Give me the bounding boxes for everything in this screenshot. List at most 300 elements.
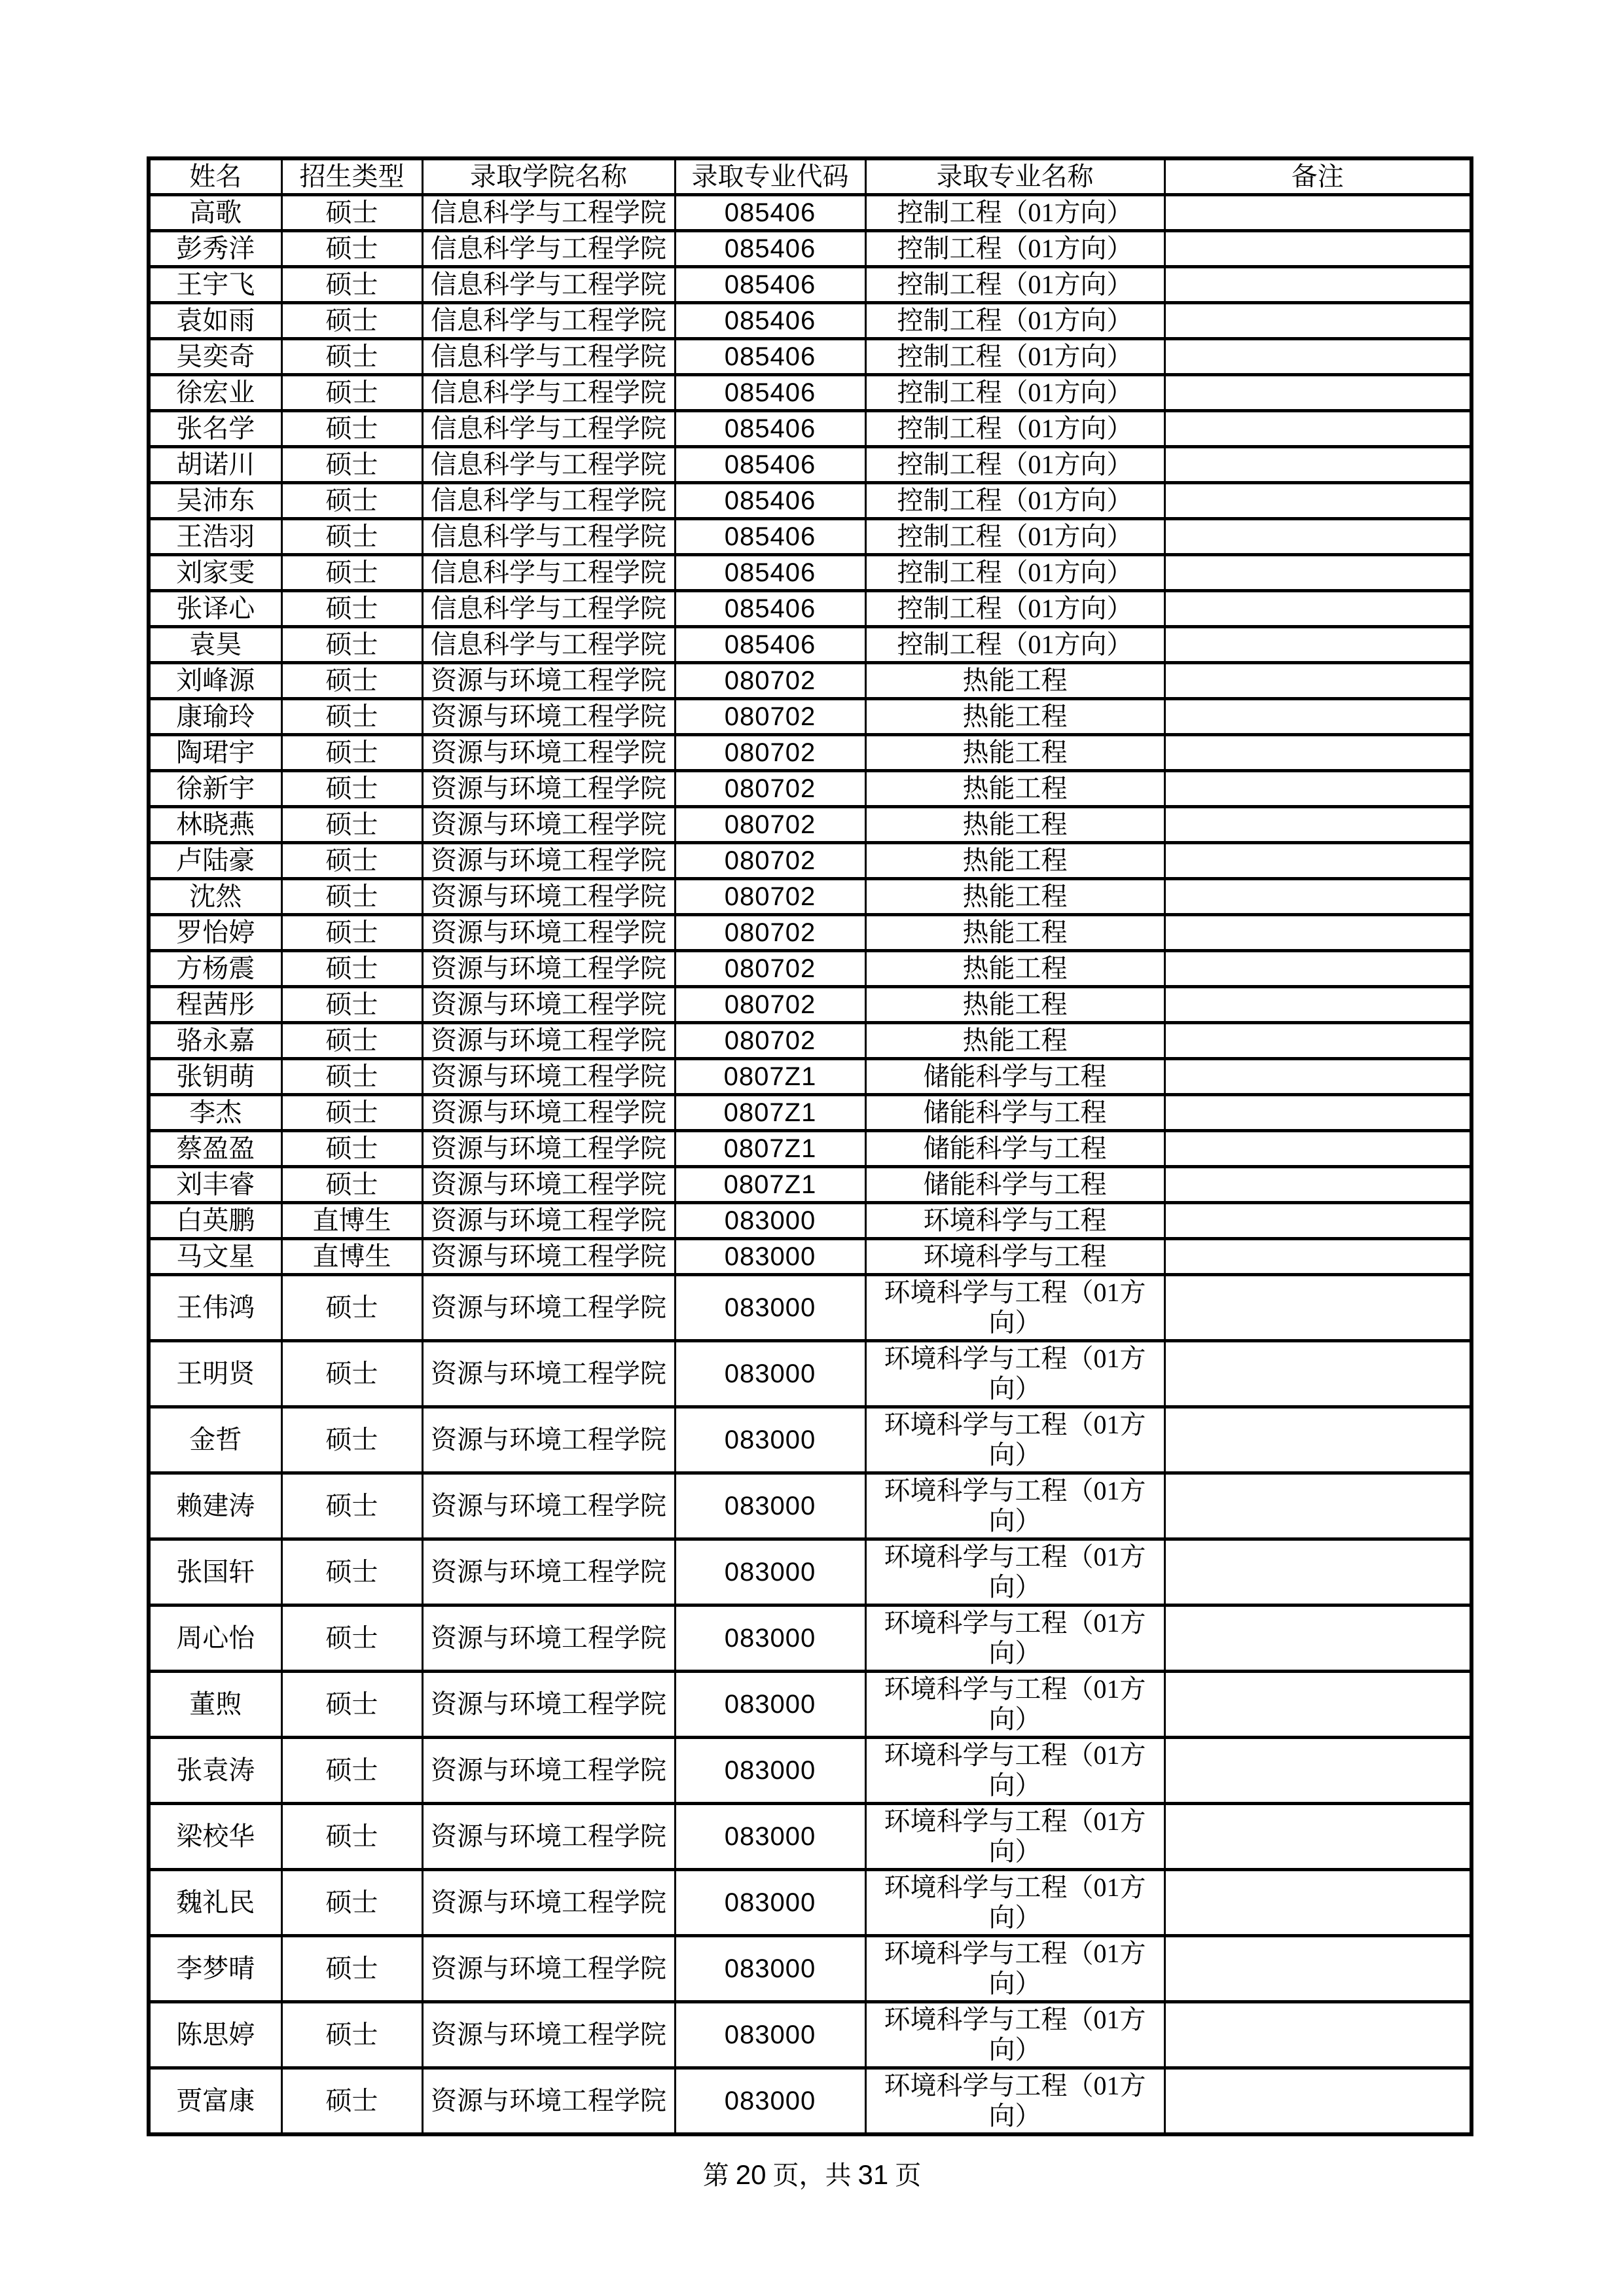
major-name-text: 热能工程: [962, 774, 1068, 803]
cell-student-name: 吴奕奇: [149, 339, 281, 375]
cell-admission-type: 硕士: [281, 1167, 422, 1203]
cell-admission-type: 硕士: [281, 1936, 422, 2002]
cell-remark: [1164, 2068, 1471, 2135]
major-name-text: 热能工程: [962, 882, 1068, 911]
cell-admission-type: 硕士: [281, 1605, 422, 1672]
cell-college-name: 信息科学与工程学院: [422, 483, 675, 519]
cell-major-name: [865, 267, 1164, 303]
cell-major-name: [865, 1167, 1164, 1203]
cell-major-name: [865, 735, 1164, 771]
cell-remark: [1164, 843, 1471, 879]
cell-admission-type: 硕士: [281, 447, 422, 483]
cell-college-name: 资源与环境工程学院: [422, 1804, 675, 1870]
cell-remark: [1164, 1539, 1471, 1605]
cell-major-code: 083000: [675, 2068, 865, 2135]
major-name-text: 环境科学与工程（01方向）: [884, 1344, 1146, 1403]
table-row: [149, 411, 1471, 447]
cell-admission-type: 硕士: [281, 987, 422, 1023]
cell-student-name: 马文星: [149, 1239, 281, 1275]
cell-major-name: [865, 447, 1164, 483]
cell-major-name: [865, 1407, 1164, 1473]
cell-student-name: 张名学: [149, 411, 281, 447]
table-row: [149, 2002, 1471, 2068]
table-row: [149, 843, 1471, 879]
major-name-text: 储能科学与工程: [923, 1170, 1107, 1199]
cell-major-code: 083000: [675, 1407, 865, 1473]
cell-remark: [1164, 1167, 1471, 1203]
table-row: [149, 447, 1471, 483]
cell-remark: [1164, 987, 1471, 1023]
cell-student-name: 李杰: [149, 1095, 281, 1131]
header-major: 录取专业名称: [865, 158, 1164, 195]
cell-admission-type: 硕士: [281, 555, 422, 591]
cell-remark: [1164, 1275, 1471, 1341]
cell-student-name: 张译心: [149, 591, 281, 627]
cell-student-name: 陶珺宇: [149, 735, 281, 771]
cell-major-name: [865, 519, 1164, 555]
cell-major-name: [865, 231, 1164, 267]
table-row: [149, 1936, 1471, 2002]
table-row: [149, 699, 1471, 735]
cell-major-code: 0807Z1: [675, 1059, 865, 1095]
cell-admission-type: 硕士: [281, 663, 422, 699]
cell-remark: [1164, 303, 1471, 339]
cell-major-name: [865, 699, 1164, 735]
cell-major-code: 080702: [675, 699, 865, 735]
cell-admission-type: 硕士: [281, 375, 422, 411]
cell-remark: [1164, 1473, 1471, 1539]
cell-major-name: [865, 1804, 1164, 1870]
cell-student-name: 沈然: [149, 879, 281, 915]
cell-student-name: 刘丰睿: [149, 1167, 281, 1203]
cell-student-name: 程茜彤: [149, 987, 281, 1023]
cell-major-name: [865, 1605, 1164, 1672]
cell-major-code: 085406: [675, 447, 865, 483]
cell-student-name: 徐宏业: [149, 375, 281, 411]
table-row: [149, 1131, 1471, 1167]
major-name-text: 热能工程: [962, 990, 1068, 1019]
major-name-text: 热能工程: [962, 918, 1068, 947]
cell-major-code: 083000: [675, 1672, 865, 1738]
major-name-text: 控制工程（01方向）: [897, 306, 1133, 335]
cell-college-name: 资源与环境工程学院: [422, 1275, 675, 1341]
cell-major-name: [865, 1059, 1164, 1095]
cell-college-name: 信息科学与工程学院: [422, 303, 675, 339]
major-name-text: 控制工程（01方向）: [897, 270, 1133, 299]
major-name-text: 控制工程（01方向）: [897, 594, 1133, 623]
cell-student-name: 林晓燕: [149, 807, 281, 843]
cell-major-name: [865, 1539, 1164, 1605]
cell-major-code: 083000: [675, 2002, 865, 2068]
cell-major-code: 085406: [675, 555, 865, 591]
major-name-text: 热能工程: [962, 954, 1068, 983]
table-row: [149, 1167, 1471, 1203]
cell-college-name: 资源与环境工程学院: [422, 1131, 675, 1167]
cell-remark: [1164, 735, 1471, 771]
major-name-text: 控制工程（01方向）: [897, 234, 1133, 263]
cell-admission-type: 硕士: [281, 483, 422, 519]
cell-college-name: 资源与环境工程学院: [422, 1539, 675, 1605]
cell-student-name: 王浩羽: [149, 519, 281, 555]
table-row: [149, 735, 1471, 771]
table-row: [149, 807, 1471, 843]
cell-major-name: [865, 483, 1164, 519]
cell-major-name: [865, 591, 1164, 627]
major-name-text: 环境科学与工程（01方向）: [884, 1542, 1146, 1602]
cell-college-name: 资源与环境工程学院: [422, 1605, 675, 1672]
cell-college-name: 资源与环境工程学院: [422, 843, 675, 879]
cell-admission-type: 直博生: [281, 1239, 422, 1275]
cell-remark: [1164, 1341, 1471, 1407]
cell-remark: [1164, 807, 1471, 843]
cell-student-name: 徐新宇: [149, 771, 281, 807]
footer-total-pages: 31: [857, 2159, 889, 2190]
cell-major-name: [865, 1936, 1164, 2002]
footer-text-prefix: 第: [702, 2161, 736, 2190]
cell-remark: [1164, 1131, 1471, 1167]
cell-major-code: 080702: [675, 807, 865, 843]
major-name-text: 储能科学与工程: [923, 1062, 1107, 1091]
cell-remark: [1164, 1870, 1471, 1936]
cell-remark: [1164, 267, 1471, 303]
cell-major-code: 083000: [675, 1870, 865, 1936]
table-row: [149, 663, 1471, 699]
cell-major-code: 080702: [675, 663, 865, 699]
table-row: [149, 1870, 1471, 1936]
cell-remark: [1164, 1936, 1471, 2002]
cell-admission-type: 硕士: [281, 951, 422, 987]
cell-college-name: 信息科学与工程学院: [422, 267, 675, 303]
header-type: 招生类型: [281, 158, 422, 195]
major-name-text: 环境科学与工程（01方向）: [884, 2005, 1146, 2064]
table-row: [149, 1738, 1471, 1804]
table-row: [149, 555, 1471, 591]
cell-college-name: 信息科学与工程学院: [422, 411, 675, 447]
cell-student-name: 刘峰源: [149, 663, 281, 699]
cell-admission-type: 硕士: [281, 303, 422, 339]
cell-admission-type: 硕士: [281, 1738, 422, 1804]
cell-major-name: [865, 339, 1164, 375]
cell-admission-type: 硕士: [281, 879, 422, 915]
major-name-text: 环境科学与工程（01方向）: [884, 1410, 1146, 1469]
header-remark: 备注: [1164, 158, 1471, 195]
cell-student-name: 魏礼民: [149, 1870, 281, 1936]
cell-college-name: 资源与环境工程学院: [422, 807, 675, 843]
cell-student-name: 刘家雯: [149, 555, 281, 591]
cell-major-code: 083000: [675, 1605, 865, 1672]
cell-major-code: 083000: [675, 1804, 865, 1870]
cell-college-name: 资源与环境工程学院: [422, 2002, 675, 2068]
cell-student-name: 袁昊: [149, 627, 281, 663]
major-name-text: 热能工程: [962, 846, 1068, 875]
cell-admission-type: 硕士: [281, 2002, 422, 2068]
cell-major-name: [865, 987, 1164, 1023]
cell-major-name: [865, 375, 1164, 411]
cell-major-code: 083000: [675, 1936, 865, 2002]
cell-remark: [1164, 1023, 1471, 1059]
cell-major-code: 080702: [675, 951, 865, 987]
major-name-text: 控制工程（01方向）: [897, 522, 1133, 551]
cell-college-name: 资源与环境工程学院: [422, 987, 675, 1023]
cell-remark: [1164, 2002, 1471, 2068]
major-name-text: 储能科学与工程: [923, 1134, 1107, 1163]
cell-college-name: 资源与环境工程学院: [422, 1672, 675, 1738]
cell-major-name: [865, 411, 1164, 447]
cell-student-name: 董煦: [149, 1672, 281, 1738]
cell-student-name: 李梦晴: [149, 1936, 281, 2002]
cell-remark: [1164, 879, 1471, 915]
cell-major-name: [865, 951, 1164, 987]
table-header: [149, 158, 1471, 195]
cell-major-name: [865, 843, 1164, 879]
major-name-text: 环境科学与工程（01方向）: [884, 1939, 1146, 1998]
cell-remark: [1164, 411, 1471, 447]
cell-admission-type: 硕士: [281, 1095, 422, 1131]
table-row: [149, 1672, 1471, 1738]
table-row: [149, 915, 1471, 951]
cell-major-code: 085406: [675, 303, 865, 339]
cell-major-name: [865, 1131, 1164, 1167]
cell-college-name: 资源与环境工程学院: [422, 1870, 675, 1936]
footer-page-number: 20: [735, 2159, 767, 2190]
cell-admission-type: 硕士: [281, 915, 422, 951]
header-college: 录取学院名称: [422, 158, 675, 195]
cell-major-code: 080702: [675, 735, 865, 771]
major-name-text: 环境科学与工程: [923, 1206, 1107, 1235]
table-row: [149, 1023, 1471, 1059]
cell-admission-type: 硕士: [281, 1539, 422, 1605]
cell-major-code: 085406: [675, 627, 865, 663]
cell-admission-type: 硕士: [281, 339, 422, 375]
cell-remark: [1164, 1239, 1471, 1275]
cell-admission-type: 硕士: [281, 1473, 422, 1539]
cell-student-name: 白英鹏: [149, 1203, 281, 1239]
cell-student-name: 胡诺川: [149, 447, 281, 483]
cell-admission-type: 硕士: [281, 627, 422, 663]
cell-remark: [1164, 915, 1471, 951]
cell-remark: [1164, 447, 1471, 483]
cell-college-name: 资源与环境工程学院: [422, 1239, 675, 1275]
cell-major-name: [865, 1738, 1164, 1804]
table-row: [149, 627, 1471, 663]
cell-college-name: 信息科学与工程学院: [422, 591, 675, 627]
cell-admission-type: 硕士: [281, 231, 422, 267]
header-name: 姓名: [149, 158, 281, 195]
cell-student-name: 张钥萌: [149, 1059, 281, 1095]
cell-student-name: 方杨震: [149, 951, 281, 987]
cell-admission-type: 硕士: [281, 771, 422, 807]
cell-admission-type: 硕士: [281, 1341, 422, 1407]
cell-remark: [1164, 231, 1471, 267]
cell-college-name: 资源与环境工程学院: [422, 1738, 675, 1804]
cell-major-name: [865, 915, 1164, 951]
cell-admission-type: 直博生: [281, 1203, 422, 1239]
cell-remark: [1164, 1605, 1471, 1672]
cell-college-name: 信息科学与工程学院: [422, 375, 675, 411]
cell-admission-type: 硕士: [281, 807, 422, 843]
table-row: [149, 1203, 1471, 1239]
cell-remark: [1164, 555, 1471, 591]
cell-major-code: 083000: [675, 1341, 865, 1407]
cell-major-code: 085406: [675, 267, 865, 303]
cell-remark: [1164, 1738, 1471, 1804]
page-footer: [0, 2155, 1624, 2192]
cell-major-code: 083000: [675, 1473, 865, 1539]
major-name-text: 环境科学与工程（01方向）: [884, 1740, 1146, 1800]
table-row: [149, 519, 1471, 555]
table-row: [149, 267, 1471, 303]
cell-major-code: 083000: [675, 1738, 865, 1804]
cell-admission-type: 硕士: [281, 519, 422, 555]
table-row: [149, 1059, 1471, 1095]
footer-text-suffix: 页: [888, 2161, 922, 2190]
cell-remark: [1164, 1203, 1471, 1239]
cell-major-code: 080702: [675, 879, 865, 915]
table-row: [149, 879, 1471, 915]
cell-admission-type: 硕士: [281, 1023, 422, 1059]
cell-college-name: 资源与环境工程学院: [422, 951, 675, 987]
major-name-text: 环境科学与工程（01方向）: [884, 1476, 1146, 1535]
major-name-text: 热能工程: [962, 666, 1068, 695]
cell-college-name: 信息科学与工程学院: [422, 627, 675, 663]
cell-student-name: 张国轩: [149, 1539, 281, 1605]
major-name-text: 环境科学与工程（01方向）: [884, 1608, 1146, 1668]
cell-student-name: 王宇飞: [149, 267, 281, 303]
cell-remark: [1164, 339, 1471, 375]
cell-admission-type: 硕士: [281, 1870, 422, 1936]
cell-student-name: 王明贤: [149, 1341, 281, 1407]
cell-admission-type: 硕士: [281, 843, 422, 879]
cell-student-name: 蔡盈盈: [149, 1131, 281, 1167]
major-name-text: 热能工程: [962, 738, 1068, 767]
footer-text-middle: 页，共: [766, 2161, 858, 2190]
cell-major-code: 085406: [675, 483, 865, 519]
major-name-text: 控制工程（01方向）: [897, 342, 1133, 371]
cell-college-name: 信息科学与工程学院: [422, 339, 675, 375]
cell-major-name: [865, 2068, 1164, 2135]
cell-student-name: 骆永嘉: [149, 1023, 281, 1059]
table-row: [149, 231, 1471, 267]
cell-admission-type: 硕士: [281, 735, 422, 771]
table-row: [149, 771, 1471, 807]
cell-remark: [1164, 699, 1471, 735]
cell-student-name: 金哲: [149, 1407, 281, 1473]
cell-student-name: 陈思婷: [149, 2002, 281, 2068]
cell-admission-type: 硕士: [281, 267, 422, 303]
cell-college-name: 资源与环境工程学院: [422, 771, 675, 807]
cell-student-name: 罗怡婷: [149, 915, 281, 951]
table-row: [149, 1473, 1471, 1539]
cell-major-name: [865, 1275, 1164, 1341]
admission-table-container: [147, 156, 1470, 2136]
cell-college-name: 资源与环境工程学院: [422, 1473, 675, 1539]
table-row: [149, 1804, 1471, 1870]
major-name-text: 热能工程: [962, 1026, 1068, 1055]
cell-admission-type: 硕士: [281, 1275, 422, 1341]
cell-student-name: 彭秀洋: [149, 231, 281, 267]
cell-remark: [1164, 663, 1471, 699]
table-row: [149, 339, 1471, 375]
cell-college-name: 资源与环境工程学院: [422, 1059, 675, 1095]
cell-major-code: 080702: [675, 771, 865, 807]
cell-college-name: 资源与环境工程学院: [422, 2068, 675, 2135]
cell-admission-type: 硕士: [281, 195, 422, 231]
major-name-text: 控制工程（01方向）: [897, 630, 1133, 659]
cell-major-code: 0807Z1: [675, 1095, 865, 1131]
cell-college-name: 资源与环境工程学院: [422, 879, 675, 915]
cell-remark: [1164, 951, 1471, 987]
major-name-text: 控制工程（01方向）: [897, 486, 1133, 515]
table-row: [149, 1095, 1471, 1131]
cell-admission-type: 硕士: [281, 411, 422, 447]
cell-remark: [1164, 1059, 1471, 1095]
cell-college-name: 信息科学与工程学院: [422, 231, 675, 267]
table-row: [149, 1275, 1471, 1341]
cell-major-code: 0807Z1: [675, 1167, 865, 1203]
major-name-text: 环境科学与工程（01方向）: [884, 2071, 1146, 2130]
cell-remark: [1164, 1672, 1471, 1738]
cell-major-name: [865, 807, 1164, 843]
major-name-text: 环境科学与工程（01方向）: [884, 1674, 1146, 1734]
cell-student-name: 王伟鸿: [149, 1275, 281, 1341]
cell-college-name: 资源与环境工程学院: [422, 735, 675, 771]
major-name-text: 热能工程: [962, 702, 1068, 731]
cell-college-name: 信息科学与工程学院: [422, 555, 675, 591]
cell-major-code: 083000: [675, 1275, 865, 1341]
table-row: [149, 951, 1471, 987]
cell-major-name: [865, 1095, 1164, 1131]
major-name-text: 控制工程（01方向）: [897, 198, 1133, 227]
cell-major-name: [865, 663, 1164, 699]
table-row: [149, 1539, 1471, 1605]
cell-remark: [1164, 771, 1471, 807]
cell-student-name: 吴沛东: [149, 483, 281, 519]
cell-major-name: [865, 1203, 1164, 1239]
major-name-text: 热能工程: [962, 810, 1068, 839]
cell-major-name: [865, 2002, 1164, 2068]
table-row: [149, 483, 1471, 519]
cell-college-name: 资源与环境工程学院: [422, 1023, 675, 1059]
cell-major-code: 085406: [675, 231, 865, 267]
cell-admission-type: 硕士: [281, 591, 422, 627]
cell-major-name: [865, 879, 1164, 915]
cell-student-name: 梁校华: [149, 1804, 281, 1870]
cell-student-name: 卢陆豪: [149, 843, 281, 879]
cell-major-name: [865, 1672, 1164, 1738]
cell-remark: [1164, 627, 1471, 663]
cell-student-name: 袁如雨: [149, 303, 281, 339]
major-name-text: 环境科学与工程: [923, 1242, 1107, 1271]
table-row: [149, 1239, 1471, 1275]
cell-student-name: 张袁涛: [149, 1738, 281, 1804]
cell-admission-type: 硕士: [281, 1672, 422, 1738]
table-row: [149, 2068, 1471, 2135]
cell-major-code: 085406: [675, 591, 865, 627]
table-row: [149, 1407, 1471, 1473]
cell-major-code: 080702: [675, 915, 865, 951]
cell-major-code: 085406: [675, 411, 865, 447]
table-row: [149, 195, 1471, 231]
table-header-row: [149, 158, 1471, 195]
admission-table: [147, 156, 1473, 2136]
cell-major-name: [865, 1239, 1164, 1275]
cell-remark: [1164, 1095, 1471, 1131]
cell-admission-type: 硕士: [281, 1407, 422, 1473]
table-row: [149, 303, 1471, 339]
cell-college-name: 资源与环境工程学院: [422, 915, 675, 951]
cell-remark: [1164, 1407, 1471, 1473]
cell-major-code: 083000: [675, 1239, 865, 1275]
